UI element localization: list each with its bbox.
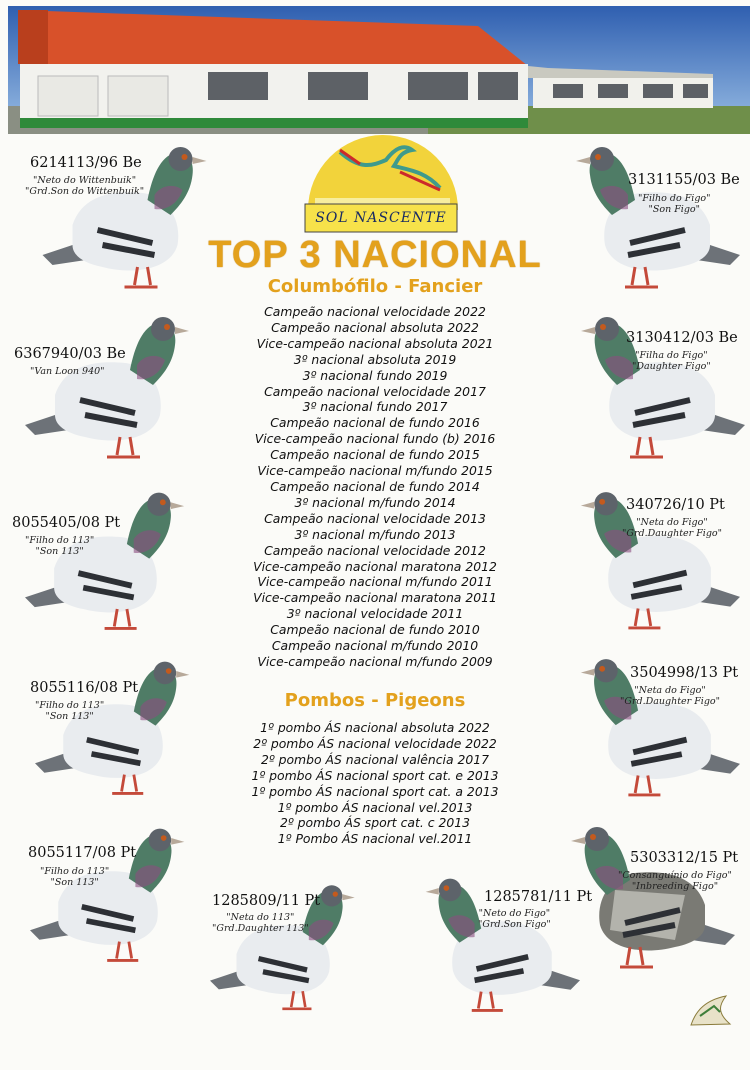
fancier-result-item: Vice-campeão nacional maratona 2011	[253, 590, 497, 606]
pigeon-photo	[420, 860, 580, 1030]
pigeon-ring-number: 6367940/03 Be	[14, 346, 126, 362]
fancier-result-item: Campeão nacional de fundo 2015	[270, 447, 480, 463]
pedigree-line: "Grd.Daughter Figo"	[622, 528, 723, 539]
pigeon-card	[30, 815, 190, 975]
fancier-result-item: 3º nacional velocidade 2011	[286, 606, 464, 622]
pedigree-line: "Daughter Figo"	[632, 361, 711, 372]
pedigree-line: "Filho do 113"	[40, 866, 110, 877]
pigeon-result-item: 2º pombo ÁS nacional velocidade 2022	[253, 735, 497, 751]
pedigree-line: "Grd.Daughter 113"	[212, 923, 309, 934]
pigeon-ring-number: 5303312/15 Pt	[630, 850, 739, 866]
pigeon-ring-number: 3504998/13 Pt	[630, 665, 739, 681]
pigeon-pedigree-note	[25, 535, 94, 557]
fancier-result-item: Campeão nacional de fundo 2010	[270, 622, 480, 638]
club-emblem-icon	[686, 990, 736, 1030]
pigeon-pedigree-note	[632, 350, 711, 372]
pigeon-ring-number: 8055117/08 Pt	[28, 845, 137, 861]
pigeon-result-item: 1º Pombo ÁS nacional vel.2011	[277, 831, 473, 847]
pedigree-line: "Neta do 113"	[226, 912, 295, 923]
fancier-result-item: Vice-campeão nacional absoluta 2021	[256, 335, 494, 351]
pedigree-line: "Filho do Figo"	[638, 193, 711, 204]
fancier-result-item: Vice-campeão nacional m/fundo 2015	[257, 463, 493, 479]
pigeon-card	[210, 865, 360, 1030]
fancier-result-item: Campeão nacional velocidade 2022	[264, 304, 486, 319]
pigeon-card	[25, 305, 195, 470]
logo-text: SOL NASCENTE	[315, 210, 447, 226]
fancier-result-item: Campeão nacional velocidade 2017	[264, 383, 486, 399]
pigeon-photo	[570, 135, 740, 300]
pigeon-result-item: 1º pombo ÁS nacional absoluta 2022	[260, 720, 490, 735]
pigeon-card	[25, 480, 190, 642]
pigeon-photo	[25, 480, 190, 642]
pigeon-ring-number: 8055116/08 Pt	[30, 680, 139, 696]
fancier-results-list	[230, 304, 520, 670]
pigeon-result-item: 1º pombo ÁS nacional sport cat. a 2013	[251, 783, 499, 799]
pigeon-ring-number: 8055405/08 Pt	[12, 515, 121, 531]
pigeon-result-item: 2º pombo ÁS nacional valência 2017	[260, 751, 490, 767]
pigeon-photo	[25, 305, 195, 470]
fancier-result-item: 3º nacional fundo 2019	[302, 367, 448, 383]
fancier-heading: Columbófilo - Fancier	[267, 276, 483, 297]
pigeon-photo	[30, 815, 190, 975]
pedigree-line: "Grd.Son Figo"	[478, 919, 551, 930]
pigeon-result-item: 2º pombo ÁS sport cat. c 2013	[279, 815, 471, 831]
pigeon-card	[35, 648, 195, 808]
fancier-result-item: Campeão nacional velocidade 2012	[264, 542, 486, 558]
pedigree-line: "Son 113"	[45, 711, 94, 722]
pigeon-card	[420, 860, 580, 1030]
pedigree-line: "Filha do Figo"	[635, 350, 708, 361]
pedigree-line: "Consanguínio do Figo"	[618, 870, 732, 881]
pigeon-ring-number: 3130412/03 Be	[626, 330, 738, 346]
pigeon-ring-number: 3131155/03 Be	[628, 172, 740, 188]
pigeon-ring-number: 1285809/11 Pt	[212, 893, 321, 909]
pigeon-pedigree-note	[25, 175, 144, 197]
fancier-result-item: Campeão nacional absoluta 2022	[271, 319, 479, 335]
pigeon-pedigree-note	[40, 866, 109, 888]
pigeon-pedigree-note	[638, 193, 711, 215]
pigeon-photo	[565, 815, 735, 980]
pigeon-pedigree-note	[620, 685, 720, 707]
pigeon-pedigree-note	[35, 700, 104, 722]
fancier-result-item: Vice-campeão nacional maratona 2012	[253, 558, 497, 574]
fancier-result-item: 3º nacional absoluta 2019	[293, 351, 457, 367]
pigeons-heading: Pombos - Pigeons	[284, 690, 466, 711]
pigeon-pedigree-note	[30, 366, 105, 377]
pigeon-photo	[210, 865, 360, 1030]
pedigree-line: "Neto do Wittenbuik"	[33, 175, 137, 186]
pedigree-line: "Van Loon 940"	[30, 366, 105, 377]
pedigree-line: "Son Figo"	[648, 204, 701, 215]
pedigree-line: "Neta do Figo"	[634, 685, 706, 696]
page-title: TOP 3 NACIONAL	[208, 234, 542, 276]
pigeon-ring-number: 6214113/96 Be	[30, 155, 142, 171]
pedigree-line: "Grd.Son do Wittenbuik"	[25, 186, 145, 197]
pigeon-pedigree-note	[478, 908, 551, 930]
fancier-result-item: Vice-campeão nacional m/fundo 2009	[257, 653, 493, 669]
fancier-result-item: Campeão nacional velocidade 2013	[264, 510, 486, 526]
pedigree-line: "Son 113"	[35, 546, 84, 557]
fancier-result-item: 3º nacional fundo 2017	[302, 399, 448, 415]
pedigree-line: "Inbreeding Figo"	[631, 881, 719, 892]
pigeon-photo	[35, 648, 195, 808]
pigeon-card	[570, 135, 740, 300]
pigeon-results-list	[230, 720, 520, 847]
pedigree-line: "Grd.Daughter Figo"	[620, 696, 721, 707]
pedigree-line: "Son 113"	[50, 877, 99, 888]
pigeon-pedigree-note	[618, 870, 732, 892]
pedigree-line: "Neta do Figo"	[636, 517, 708, 528]
fancier-result-item: Campeão nacional de fundo 2014	[270, 478, 480, 494]
fancier-result-item: Vice-campeão nacional m/fundo 2011	[257, 574, 493, 590]
pigeon-result-item: 1º pombo ÁS nacional vel.2013	[277, 799, 473, 815]
pigeon-pedigree-note	[212, 912, 309, 934]
pigeon-result-item: 1º pombo ÁS nacional sport cat. e 2013	[251, 767, 499, 783]
pigeon-card	[565, 815, 735, 980]
fancier-result-item: 3º nacional m/fundo 2014	[294, 494, 456, 510]
fancier-result-item: 3º nacional m/fundo 2013	[294, 526, 456, 542]
pigeon-ring-number: 1285781/11 Pt	[484, 889, 593, 905]
pedigree-line: "Neto do Figo"	[478, 908, 551, 919]
fancier-result-item: Campeão nacional m/fundo 2010	[271, 638, 479, 654]
pigeon-pedigree-note	[622, 517, 722, 539]
pigeon-ring-number: 340726/10 Pt	[626, 497, 725, 513]
fancier-result-item: Vice-campeão nacional fundo (b) 2016	[254, 431, 496, 447]
pedigree-line: "Filho do 113"	[35, 700, 105, 711]
fancier-result-item: Campeão nacional de fundo 2016	[270, 415, 480, 431]
pedigree-line: "Filho do 113"	[25, 535, 95, 546]
